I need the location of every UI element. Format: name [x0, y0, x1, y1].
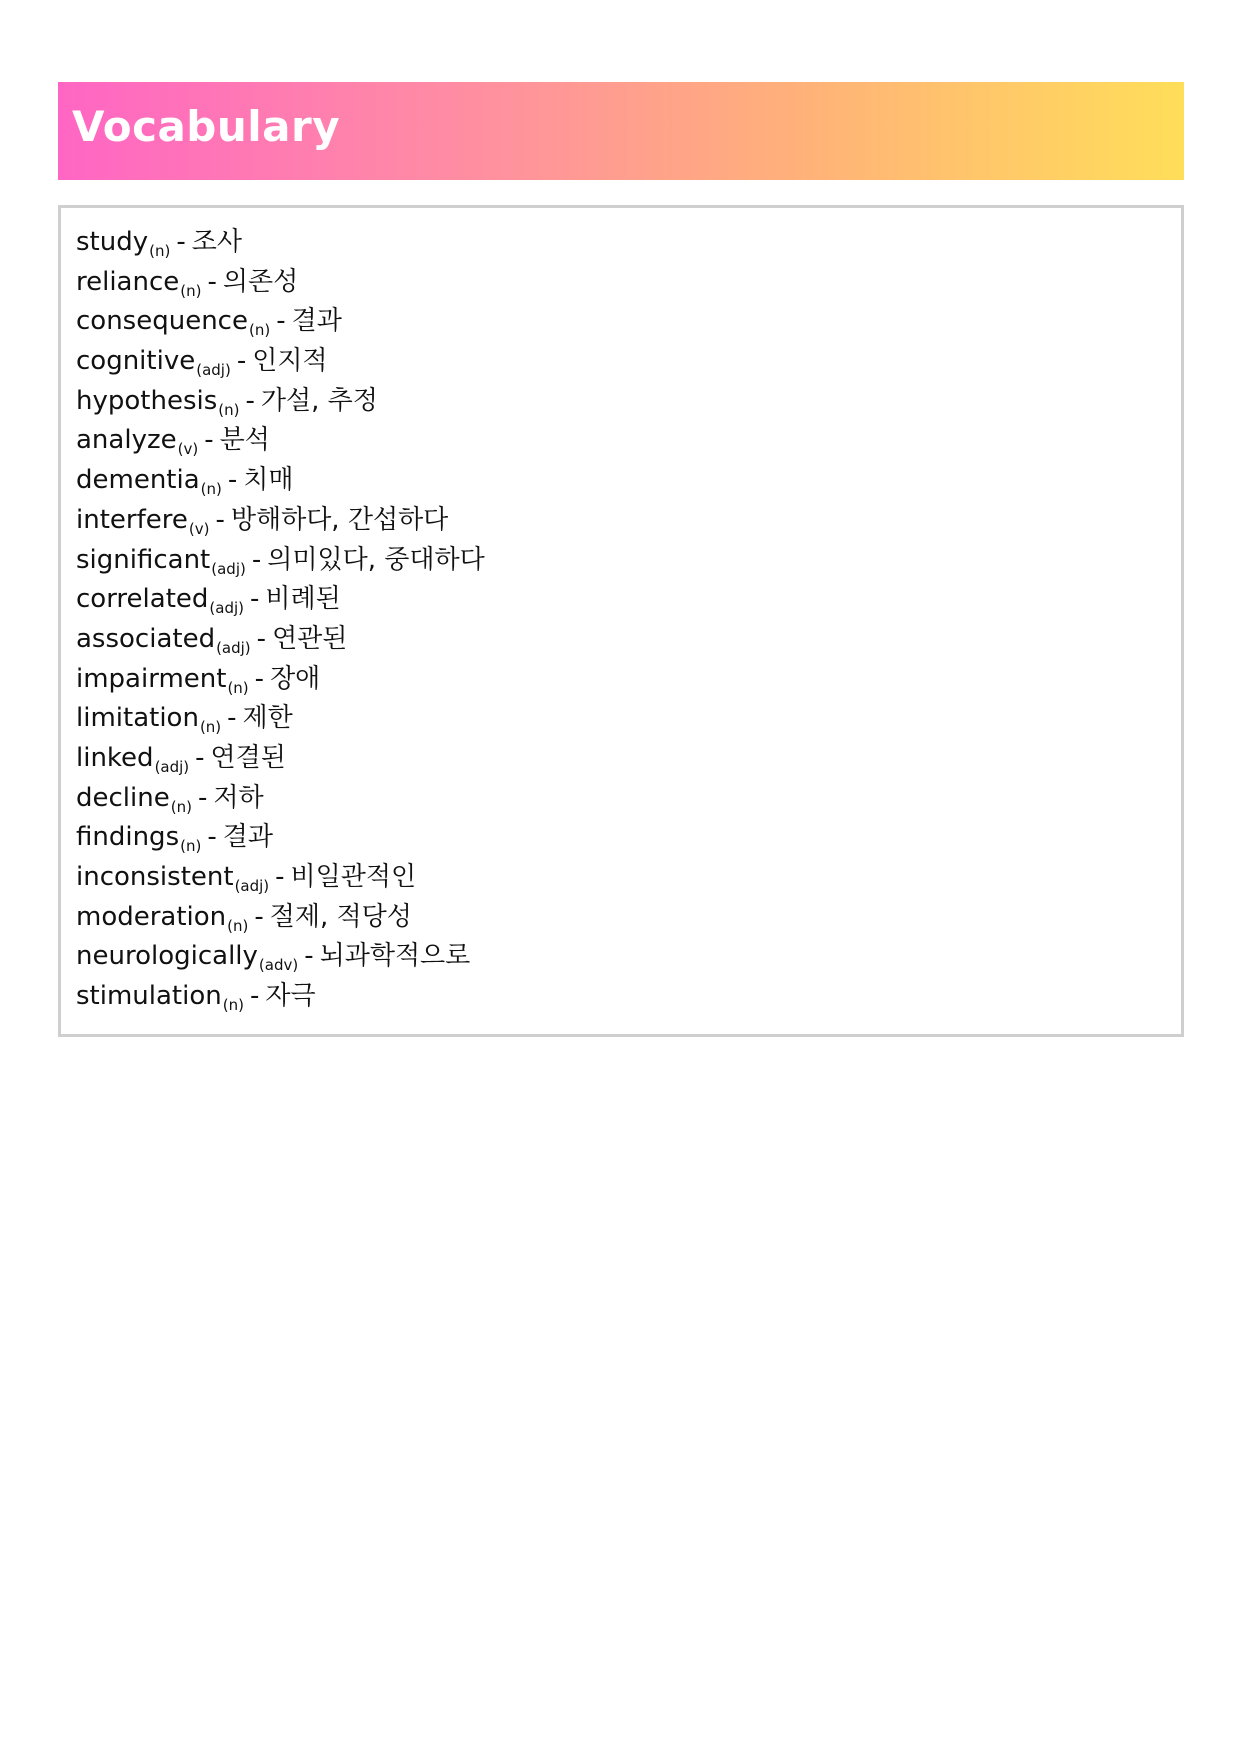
vocab-item — [76, 699, 485, 739]
separator: - — [249, 981, 260, 1012]
part-of-speech: (n) — [222, 996, 244, 1015]
separator: - — [204, 425, 214, 456]
vocab-meaning: 뇌과학적으로 — [319, 941, 471, 972]
vocab-item — [76, 977, 485, 1017]
vocab-word: findings — [76, 822, 180, 853]
vocab-word: correlated — [76, 584, 209, 615]
vocab-item — [76, 858, 485, 898]
separator: - — [256, 623, 267, 654]
part-of-speech: (adj) — [234, 877, 270, 895]
vocab-meaning: 연결된 — [210, 742, 286, 773]
vocab-meaning: 결과 — [291, 306, 342, 337]
part-of-speech: (adv) — [258, 956, 299, 975]
vocab-word: inconsistent — [76, 862, 234, 892]
separator: - — [207, 822, 217, 853]
vocab-word: analyze — [76, 425, 177, 456]
vocab-item — [76, 739, 485, 779]
vocab-meaning: 비일관적인 — [290, 862, 417, 892]
vocab-meaning: 절제, 적당성 — [269, 901, 412, 932]
vocab-meaning: 비례된 — [265, 584, 341, 615]
part-of-speech: (adj) — [154, 757, 190, 776]
separator: - — [254, 663, 265, 694]
separator: - — [276, 306, 286, 337]
vocab-word: dementia — [76, 465, 200, 496]
separator: - — [250, 584, 260, 615]
part-of-speech: (n) — [227, 916, 249, 935]
vocab-item — [76, 263, 485, 303]
vocab-item — [76, 421, 485, 461]
part-of-speech: (n) — [227, 678, 249, 697]
vocab-word: reliance — [76, 266, 180, 297]
part-of-speech: (n) — [200, 480, 222, 499]
vocab-word: interfere — [76, 504, 188, 535]
page-title: Vocabulary — [72, 102, 341, 151]
vocab-meaning: 가설, 추정 — [260, 385, 378, 416]
vocab-word: consequence — [76, 306, 248, 337]
part-of-speech: (n) — [180, 281, 202, 300]
vocab-item — [76, 223, 485, 263]
separator: - — [195, 742, 205, 773]
vocab-meaning: 의미있다, 중대하다 — [267, 544, 485, 575]
vocab-word: limitation — [76, 703, 199, 734]
vocab-word: decline — [76, 782, 170, 813]
vocab-word: cognitive — [76, 346, 196, 377]
part-of-speech: (adj) — [196, 361, 231, 380]
vocab-meaning: 방해하다, 간섭하다 — [230, 504, 449, 535]
vocab-word: stimulation — [76, 981, 222, 1012]
vocab-item — [76, 620, 485, 660]
vocab-item — [76, 501, 485, 541]
vocab-meaning: 결과 — [222, 822, 273, 853]
vocab-item — [76, 779, 485, 819]
part-of-speech: (n) — [199, 718, 222, 737]
separator: - — [304, 941, 314, 972]
vocab-meaning: 치매 — [243, 465, 294, 496]
separator: - — [215, 504, 225, 535]
vocab-word: associated — [76, 623, 216, 654]
separator: - — [251, 544, 262, 575]
separator: - — [227, 465, 238, 496]
vocab-word: study — [76, 227, 149, 257]
separator: - — [275, 862, 285, 892]
vocab-item — [76, 818, 485, 858]
header-banner — [58, 82, 1184, 180]
vocab-word: impairment — [76, 663, 227, 694]
separator: - — [227, 703, 237, 734]
vocab-meaning: 자극 — [265, 981, 316, 1012]
vocab-word: linked — [76, 742, 154, 773]
separator: - — [197, 782, 208, 813]
part-of-speech: (n) — [149, 242, 171, 260]
part-of-speech: (adj) — [216, 638, 251, 657]
vocab-item — [76, 937, 485, 977]
part-of-speech: (adj) — [209, 599, 244, 618]
part-of-speech: (n) — [180, 837, 202, 856]
vocabulary-list — [76, 223, 485, 1017]
vocab-item — [76, 898, 485, 938]
vocab-meaning: 장애 — [270, 663, 321, 694]
vocab-item — [76, 302, 485, 342]
vocab-word: neurologically — [76, 941, 258, 972]
vocab-meaning: 분석 — [219, 425, 270, 456]
part-of-speech: (n) — [248, 321, 271, 340]
vocab-word: significant — [76, 544, 211, 575]
vocab-item — [76, 382, 485, 422]
vocab-item — [76, 461, 485, 501]
vocab-word: hypothesis — [76, 385, 218, 416]
separator: - — [207, 266, 217, 297]
part-of-speech: (v) — [177, 440, 199, 459]
vocab-item — [76, 660, 485, 700]
vocab-meaning: 연관된 — [272, 623, 348, 654]
vocabulary-box — [58, 205, 1184, 1037]
vocab-word: moderation — [76, 901, 227, 932]
part-of-speech: (n) — [218, 400, 240, 419]
vocab-item — [76, 342, 485, 382]
vocab-meaning: 의존성 — [222, 266, 299, 297]
separator: - — [176, 227, 186, 257]
part-of-speech: (n) — [170, 797, 192, 816]
vocab-meaning: 제한 — [242, 703, 293, 734]
separator: - — [245, 385, 255, 416]
vocab-item — [76, 580, 485, 620]
vocab-item — [76, 541, 485, 581]
vocab-meaning: 조사 — [191, 227, 242, 257]
part-of-speech: (adj) — [211, 559, 246, 578]
separator: - — [254, 901, 264, 932]
separator: - — [236, 346, 247, 377]
vocab-meaning: 저하 — [213, 782, 264, 813]
part-of-speech: (v) — [188, 519, 210, 538]
vocab-meaning: 인지적 — [252, 346, 328, 377]
